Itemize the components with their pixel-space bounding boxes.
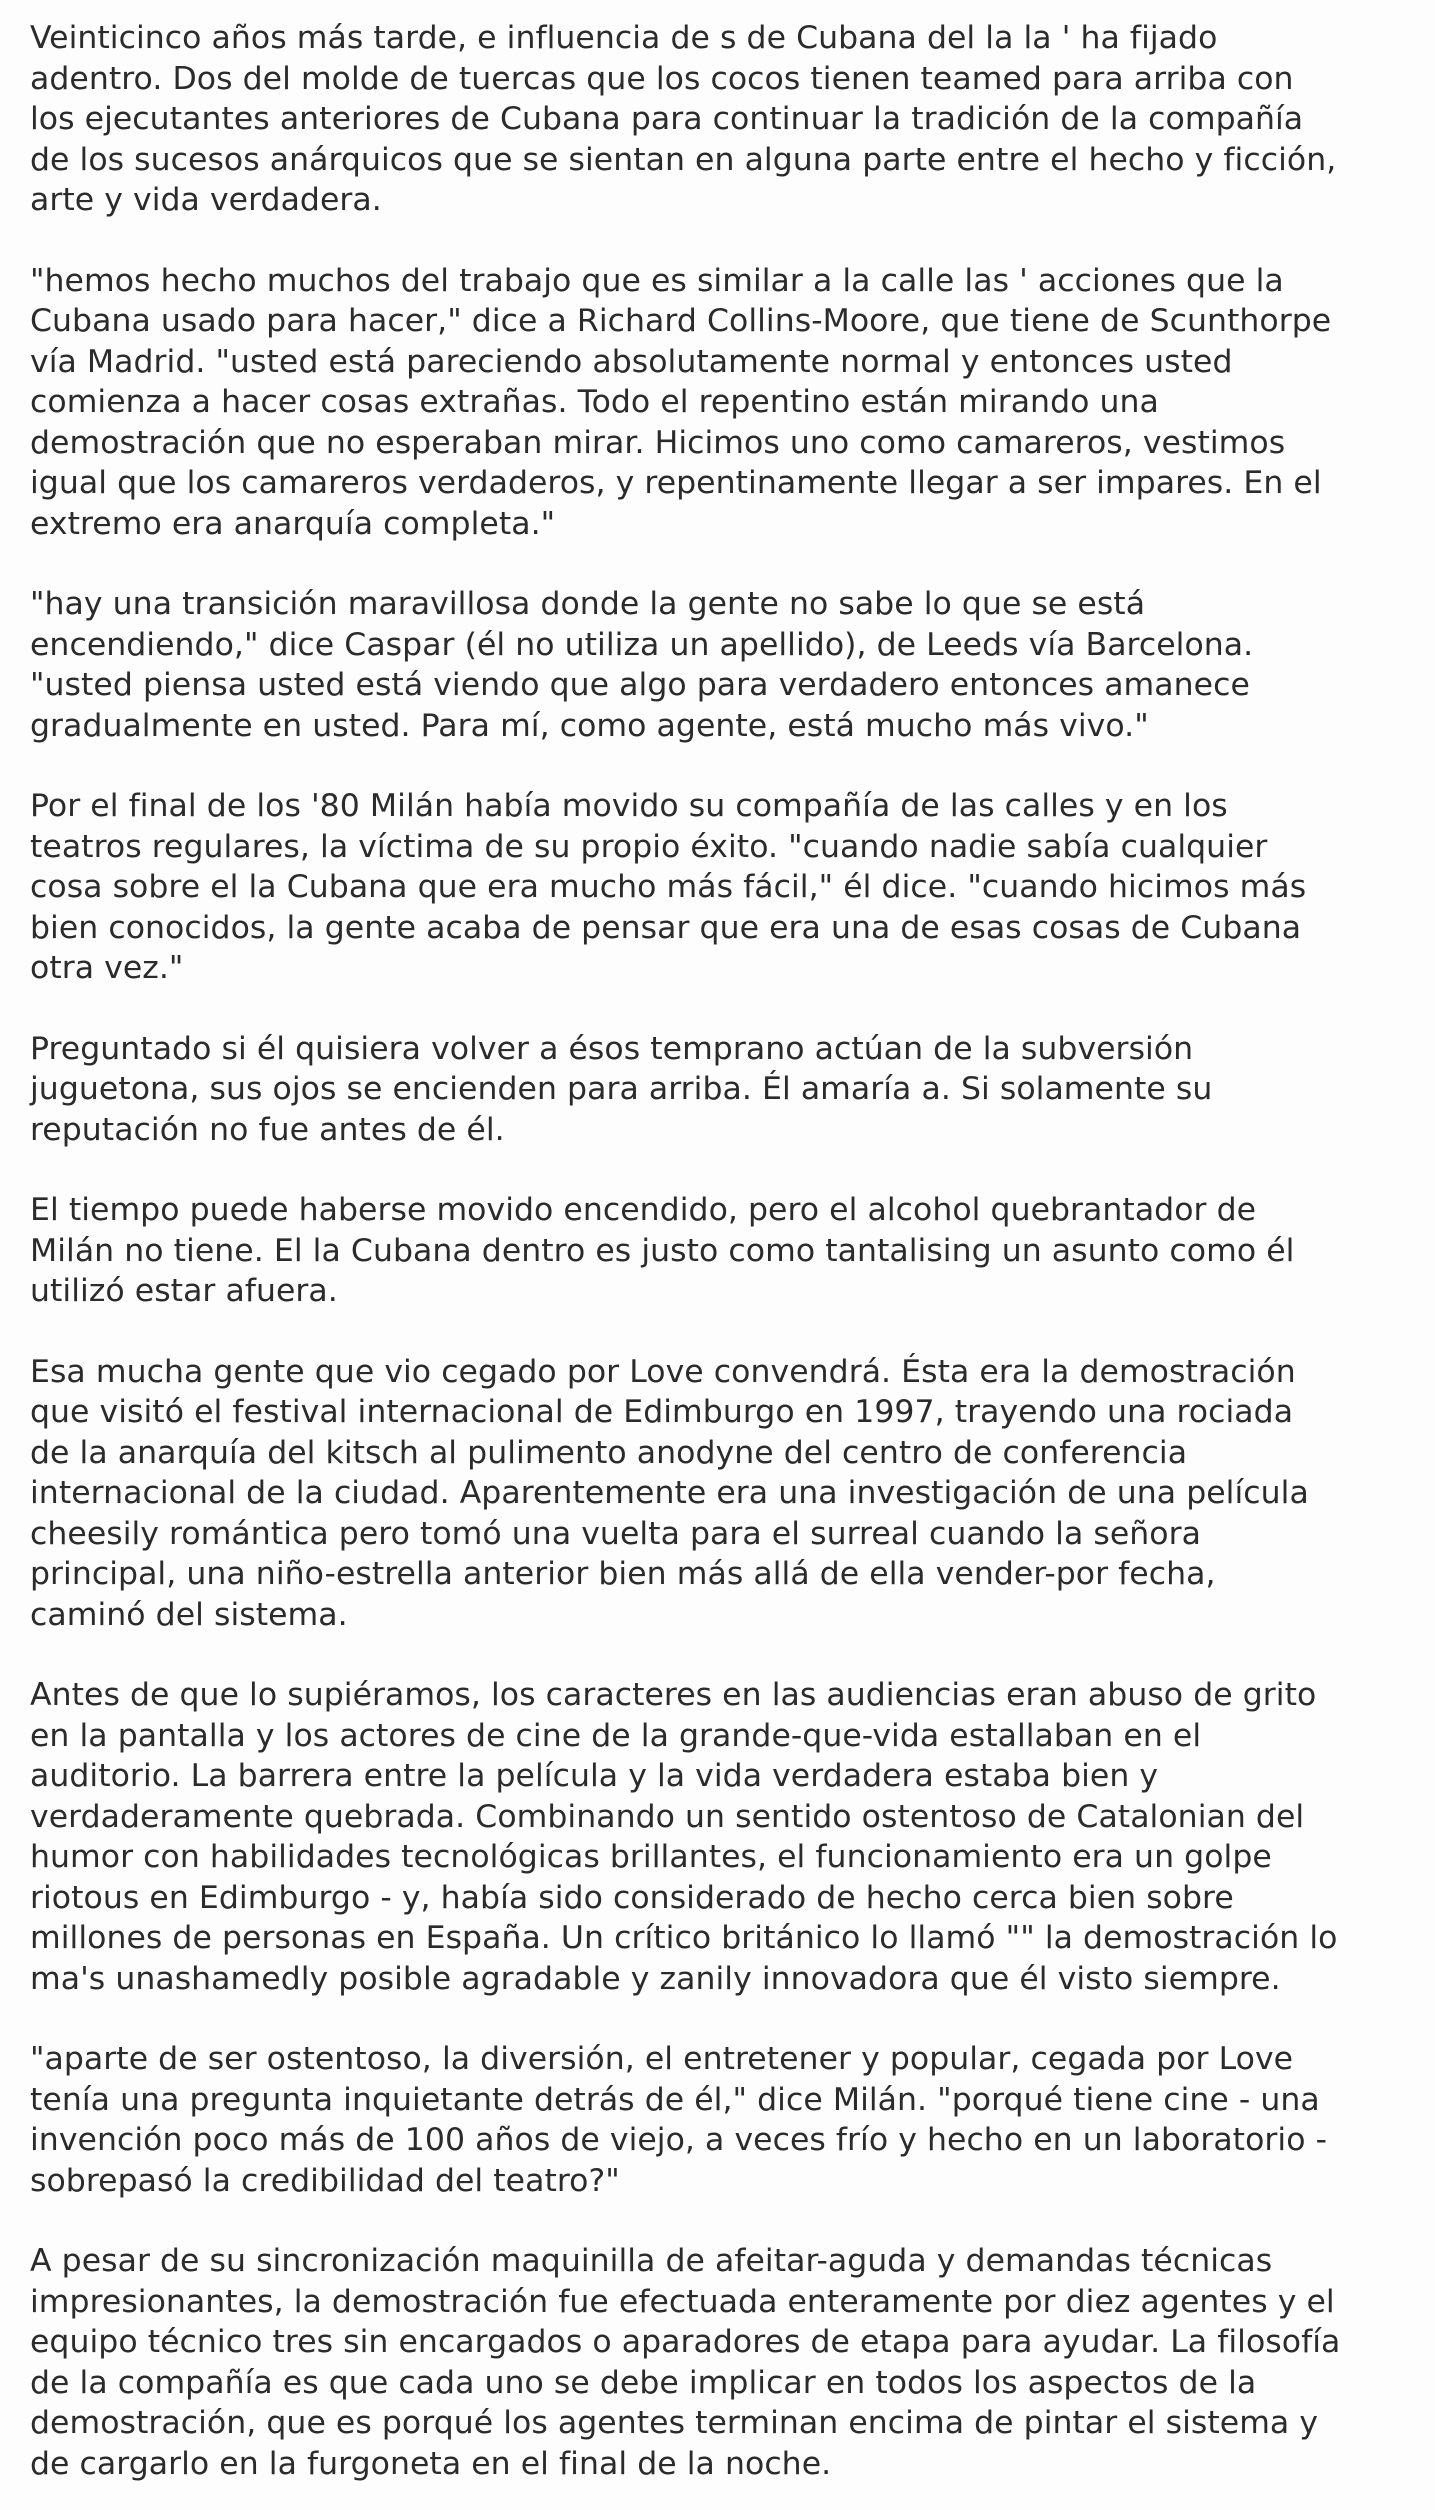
- paragraph-3: [30, 584, 1430, 746]
- text-line: Preguntado si él quisiera volver a ésos temprano actúan de la subversión: [30, 1030, 1194, 1067]
- paragraph-2: [30, 261, 1430, 545]
- text-line: igual que los camareros verdaderos, y repentinamente llegar a ser impares. En el: [30, 465, 1322, 501]
- text-line: cosa sobre el la Cubana que era mucho más fácil," él dice. "cuando hicimos más: [30, 869, 1307, 905]
- text-line: "aparte de ser ostentoso, la diversión, el entretener y popular, cegada por Love: [30, 2041, 1294, 2077]
- text-line: reputación no fue antes de él.: [30, 1111, 505, 1148]
- text-line: impresionantes, la demostración fue efectuada enteramente por diez agentes y el: [30, 2283, 1335, 2320]
- paragraph-1: [30, 18, 1430, 221]
- paragraph-10: [30, 2241, 1430, 2484]
- paragraph-8: [30, 1675, 1430, 1999]
- text-line: Por el final de los '80 Milán había movido su compañía de las calles y en los: [30, 788, 1228, 824]
- text-line: bien conocidos, la gente acaba de pensar que era una de esas cosas de Cubana: [30, 909, 1302, 946]
- text-line: los ejecutantes anteriores de Cubana para continuar la tradición de la compañía: [30, 101, 1304, 137]
- text-line: auditorio. La barrera entre la película y la vida verdadera estaba bien y: [30, 1758, 1159, 1794]
- text-line: encendiendo," dice Caspar (él no utiliza un apellido), de Leeds vía Barcelona.: [30, 626, 1254, 663]
- text-line: otra vez.": [30, 950, 184, 986]
- text-line: sobrepasó la credibilidad del teatro?": [30, 2162, 620, 2199]
- article-body: [30, 18, 1430, 2484]
- text-line: caminó del sistema.: [30, 1596, 348, 1633]
- text-line: Esa mucha gente que vio cegado por Love convendrá. Ésta era la demostración: [30, 1353, 1296, 1390]
- text-line: que visitó el festival internacional de Edimburgo en 1997, trayendo una rociada: [30, 1394, 1294, 1430]
- text-line: internacional de la ciudad. Aparentemente era una investigación de una película: [30, 1475, 1309, 1511]
- text-line: arte y vida verdadera.: [30, 182, 382, 218]
- text-line: principal, una niño-estrella anterior bien más allá de ella vender-por fecha,: [30, 1556, 1216, 1592]
- text-line: tenía una pregunta inquietante detrás de él," dice Milán. "porqué tiene cine - una: [30, 2081, 1320, 2118]
- text-line: demostración, que es porqué los agentes terminan encima de pintar el sistema y: [30, 2405, 1319, 2441]
- paragraph-4: [30, 786, 1430, 989]
- text-line: A pesar de su sincronización maquinilla de afeitar-aguda y demandas técnicas: [30, 2243, 1273, 2279]
- text-line: demostración que no esperaban mirar. Hicimos uno como camareros, vestimos: [30, 424, 1286, 461]
- text-line: riotous en Edimburgo - y, había sido considerado de hecho cerca bien sobre: [30, 1879, 1234, 1916]
- paragraph-9: [30, 2039, 1430, 2201]
- text-line: Antes de que lo supiéramos, los caracteres en las audiencias eran abuso de grito: [30, 1677, 1317, 1713]
- paragraph-6: [30, 1190, 1430, 1312]
- paragraph-5: [30, 1029, 1430, 1151]
- text-line: equipo técnico tres sin encargados o aparadores de etapa para ayudar. La filosofía: [30, 2324, 1341, 2360]
- text-line: adentro. Dos del molde de tuercas que los cocos tienen teamed para arriba con: [30, 60, 1294, 97]
- text-line: utilizó estar afuera.: [30, 1273, 338, 1309]
- text-line: en la pantalla y los actores de cine de la grande-que-vida estallaban en el: [30, 1717, 1202, 1754]
- text-line: de la compañía es que cada uno se debe implicar en todos los aspectos de la: [30, 2364, 1257, 2401]
- text-line: ma's unashamedly posible agradable y zanily innovadora que él visto siempre.: [30, 1960, 1281, 1997]
- text-line: teatros regulares, la víctima de su propio éxito. "cuando nadie sabía cualquier: [30, 828, 1268, 865]
- text-line: juguetona, sus ojos se encienden para arriba. Él amaría a. Si solamente su: [30, 1071, 1213, 1107]
- text-line: extremo era anarquía completa.": [30, 505, 556, 542]
- text-line: El tiempo puede haberse movido encendido, pero el alcohol quebrantador de: [30, 1192, 1257, 1228]
- text-line: comienza a hacer cosas extrañas. Todo el repentino están mirando una: [30, 384, 1159, 420]
- text-line: cheesily romántica pero tomó una vuelta para el surreal cuando la señora: [30, 1515, 1201, 1552]
- text-line: de cargarlo en la furgoneta en el final de la noche.: [30, 2445, 832, 2482]
- text-line: invención poco más de 100 años de viejo, a veces frío y hecho en un laboratorio -: [30, 2122, 1328, 2158]
- text-line: verdaderamente quebrada. Combinando un sentido ostentoso de Catalonian del: [30, 1798, 1305, 1835]
- text-line: millones de personas en España. Un crítico británico lo llamó "" la demostración lo: [30, 1920, 1338, 1956]
- paragraph-7: [30, 1352, 1430, 1636]
- text-line: gradualmente en usted. Para mí, como agente, está mucho más vivo.": [30, 707, 1149, 744]
- text-line: "hay una transición maravillosa donde la gente no sabe lo que se está: [30, 586, 1146, 622]
- text-line: de la anarquía del kitsch al pulimento anodyne del centro de conferencia: [30, 1434, 1188, 1471]
- text-line: "usted piensa usted está viendo que algo para verdadero entonces amanece: [30, 667, 1250, 703]
- text-line: Veinticinco años más tarde, e influencia de s de Cubana del la la ' ha fijado: [30, 20, 1218, 56]
- text-line: "hemos hecho muchos del trabajo que es similar a la calle las ' acciones que la: [30, 262, 1284, 299]
- text-line: Cubana usado para hacer," dice a Richard Collins-Moore, que tiene de Scunthorpe: [30, 303, 1332, 339]
- text-line: de los sucesos anárquicos que se sientan en alguna parte entre el hecho y ficción,: [30, 141, 1337, 178]
- text-line: vía Madrid. "usted está pareciendo absolutamente normal y entonces usted: [30, 343, 1233, 380]
- text-line: Milán no tiene. El la Cubana dentro es justo como tantalising un asunto como él: [30, 1232, 1295, 1269]
- text-line: humor con habilidades tecnológicas brillantes, el funcionamiento era un golpe: [30, 1839, 1272, 1875]
